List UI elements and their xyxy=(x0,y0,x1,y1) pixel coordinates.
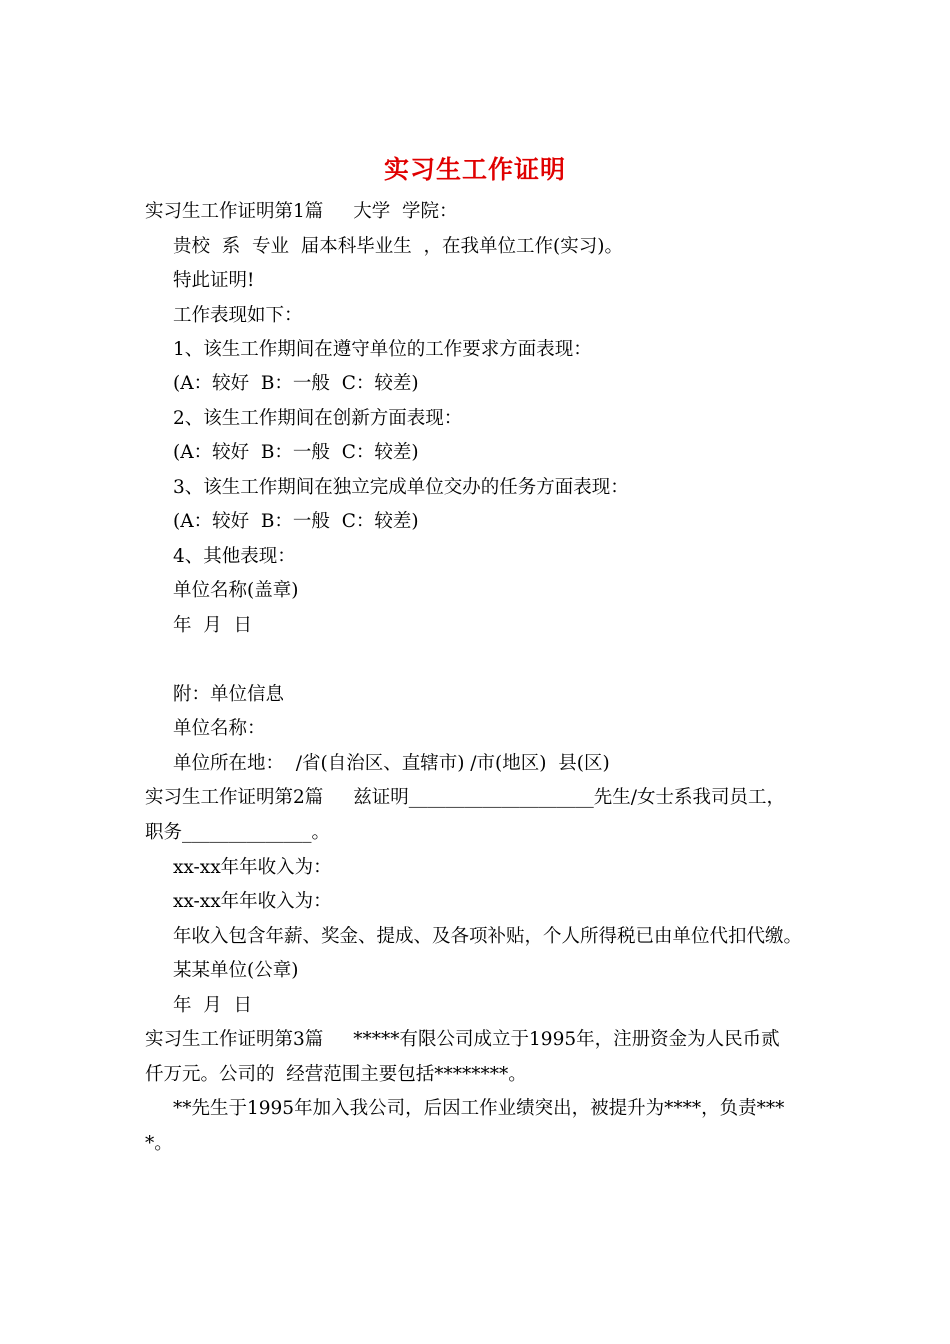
text-line xyxy=(145,200,458,224)
text-line: 单位名称(盖章) xyxy=(173,580,299,601)
line-text: 兹证明____________________先生/女士系我司员工， xyxy=(353,787,786,808)
text-line: 1、该生工作期间在遵守单位的工作要求方面表现： xyxy=(173,339,592,360)
text-line: 附：单位信息 xyxy=(173,684,285,705)
text-line: 年 月 日 xyxy=(173,615,253,636)
text-line: 工作表现如下： xyxy=(173,305,303,326)
text-line: 单位所在地： /省(自治区、直辖市) /市(地区) 县(区) xyxy=(173,753,610,774)
section-heading: 实习生工作证明第1篇 xyxy=(145,201,324,222)
text-line xyxy=(145,786,785,810)
text-line: 4、其他表现： xyxy=(173,546,296,567)
text-line: xx-xx年年收入为： xyxy=(173,891,332,912)
text-line: 某某单位(公章) xyxy=(173,960,299,981)
text-line: (A：较好 B：一般 C：较差) xyxy=(173,373,419,394)
text-line: 年 月 日 xyxy=(173,995,253,1016)
text-line: 年收入包含年薪、奖金、提成、及各项补贴，个人所得税已由单位代扣代缴。 xyxy=(173,926,803,947)
text-line: 2、该生工作期间在创新方面表现： xyxy=(173,408,463,429)
text-line: 3、该生工作期间在独立完成单位交办的任务方面表现： xyxy=(173,477,629,498)
text-line: 职务______________。 xyxy=(145,822,331,843)
document-title: 实习生工作证明 xyxy=(383,155,566,184)
text-line: 贵校 系 专业 届本科毕业生 ，在我单位工作(实习)。 xyxy=(173,236,623,257)
line-text: 大学 学院： xyxy=(353,201,458,222)
line-text: *****有限公司成立于1995年，注册资金为人民币贰 xyxy=(353,1029,780,1050)
section-heading: 实习生工作证明第3篇 xyxy=(145,1029,324,1050)
text-line: (A：较好 B：一般 C：较差) xyxy=(173,442,419,463)
text-line: 特此证明! xyxy=(173,270,255,291)
text-line: (A：较好 B：一般 C：较差) xyxy=(173,511,419,532)
text-line xyxy=(145,1028,780,1052)
text-line: 仟万元。公司的 经营范围主要包括********。 xyxy=(145,1064,527,1085)
text-line: 单位名称： xyxy=(173,718,266,739)
section-heading: 实习生工作证明第2篇 xyxy=(145,787,324,808)
text-line: **先生于1995年加入我公司，后因工作业绩突出，被提升为****，负责*** xyxy=(173,1098,785,1119)
text-line: *。 xyxy=(145,1133,173,1154)
text-line: xx-xx年年收入为： xyxy=(173,857,332,878)
